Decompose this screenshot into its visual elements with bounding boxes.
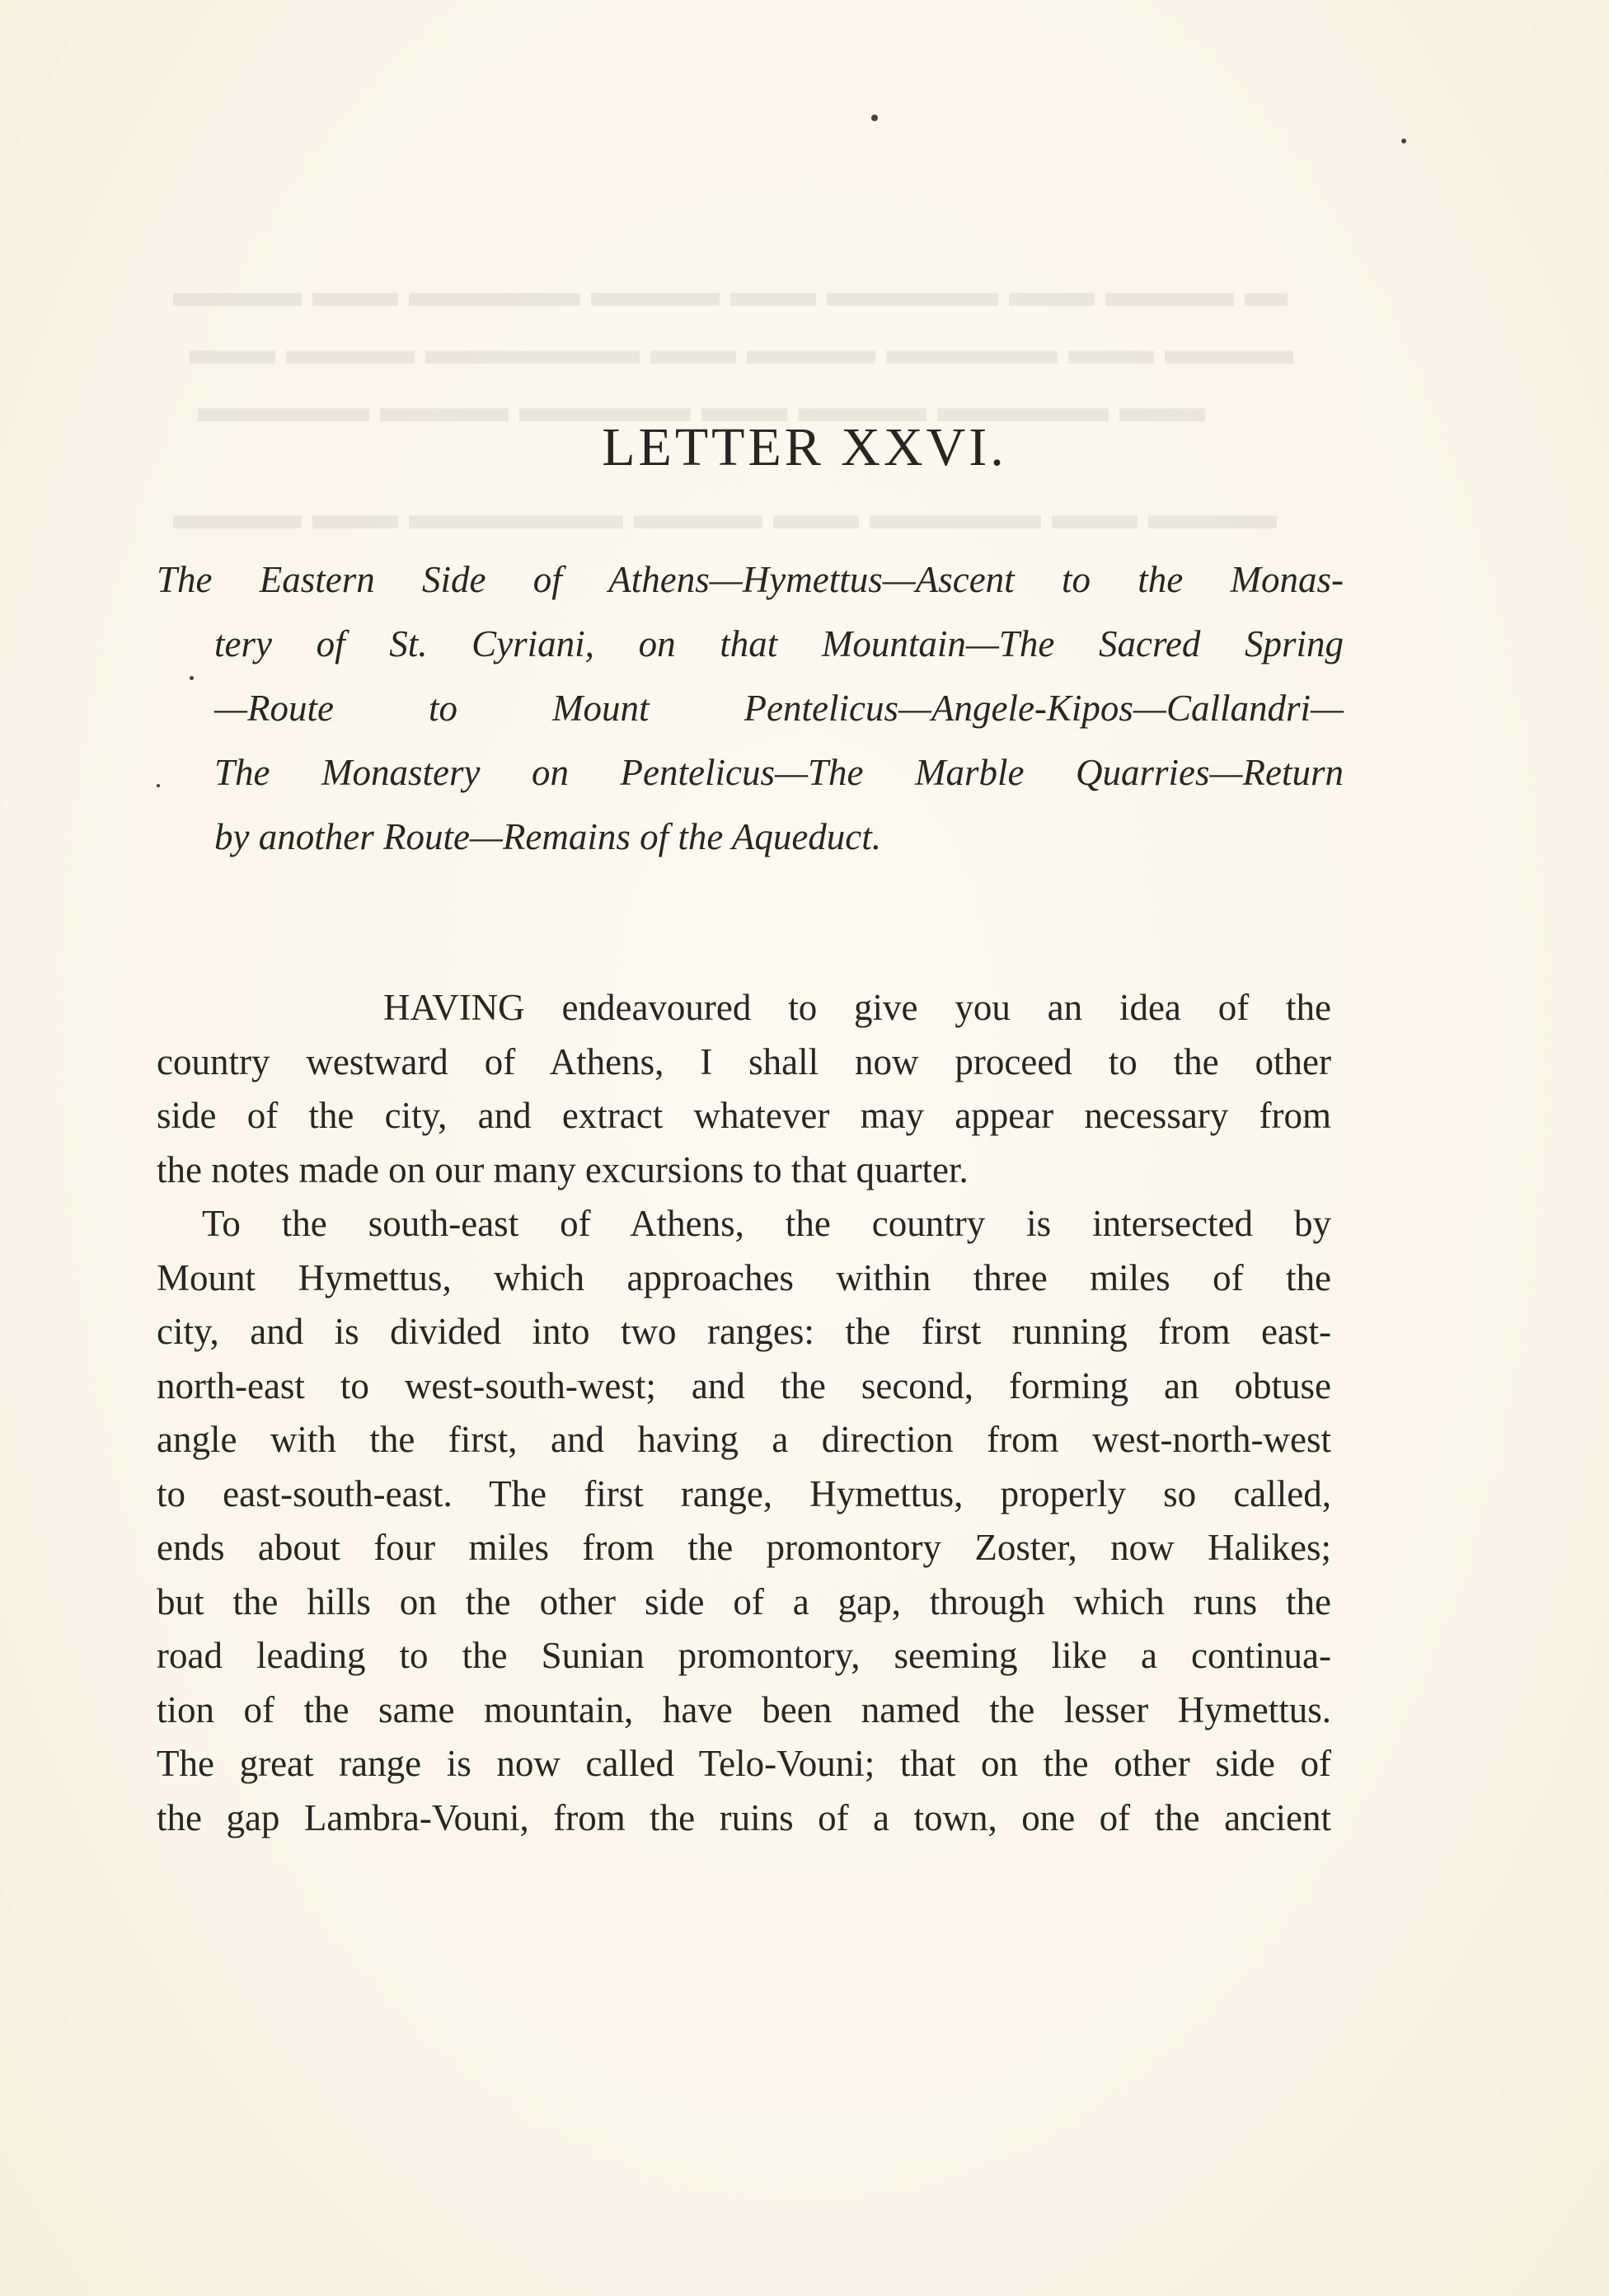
body-line: but the hills on the other side of a gap, through which runs the — [157, 1580, 1331, 1622]
summary-line: The Monastery on Pentelicus—The Marble Quarries—Return — [214, 752, 1344, 793]
body-line: ends about four miles from the promontory Zoster, now Halikes; — [157, 1527, 1331, 1568]
body-line: the notes made on our many excursions to that quarter. — [157, 1148, 969, 1190]
body-line: to east-south-east. The first range, Hymettus, properly so called, — [157, 1472, 1331, 1514]
ink-speck — [871, 115, 878, 121]
body-line: city, and is divided into two ranges: the first running from east- — [157, 1311, 1331, 1352]
letter-title: LETTER XXVI. — [602, 417, 1007, 477]
show-through-texture: ▬▬ ▬▬▬▬ ▬▬▬ ▬▬ ▬▬▬▬ ▬▬▬ ▬▬▬▬ — [198, 384, 1205, 431]
body-line: north-east to west-south-west; and the second, forming an obtuse — [157, 1364, 1331, 1406]
body-line: country westward of Athens, I shall now proceed to the other — [157, 1040, 1331, 1082]
body-line: tion of the same mountain, have been named the lesser Hymettus. — [157, 1688, 1331, 1730]
show-through-texture: ▬▬▬ ▬▬ ▬▬▬▬ ▬▬▬ ▬▬ ▬▬▬▬▬ ▬▬▬ ▬▬ — [190, 326, 1293, 373]
body-text — [157, 981, 1331, 1845]
show-through-texture: ▬ ▬▬▬ ▬▬ ▬▬▬▬ ▬▬ ▬▬▬ ▬▬▬▬ ▬▬ ▬▬▬ — [173, 269, 1288, 316]
body-line: angle with the first, and having a direction from west-north-west — [157, 1419, 1331, 1460]
summary-line: by another Route—Remains of the Aqueduct. — [214, 816, 882, 857]
body-line: side of the city, and extract whatever may appear necessary from — [157, 1095, 1331, 1136]
body-line: To the south-east of Athens, the country is intersected by — [202, 1203, 1331, 1244]
summary-line: —Route to Mount Pentelicus—Angele-Kipos—Callandri— — [214, 688, 1344, 729]
show-through-texture: ▬▬▬ ▬▬ ▬▬▬▬ ▬▬ ▬▬▬ ▬▬▬▬▬ ▬▬ ▬▬▬ — [173, 491, 1277, 538]
summary-line: tery of St. Cyriani, on that Mountain—The Sacred Spring — [214, 623, 1344, 664]
summary-line: The Eastern Side of Athens—Hymettus—Ascent to the Monas- — [157, 559, 1344, 600]
chapter-summary — [157, 547, 1344, 869]
ink-speck — [1401, 139, 1406, 143]
body-line: The great range is now called Telo-Vouni; that on the other side of — [157, 1743, 1331, 1784]
body-line: the gap Lambra-Vouni, from the ruins of a town, one of the ancient — [157, 1796, 1331, 1838]
body-line: road leading to the Sunian promontory, seeming like a continua- — [157, 1635, 1331, 1676]
body-line: Mount Hymettus, which approaches within three miles of the — [157, 1256, 1331, 1298]
body-line: HAVING endeavoured to give you an idea of the — [383, 987, 1331, 1028]
